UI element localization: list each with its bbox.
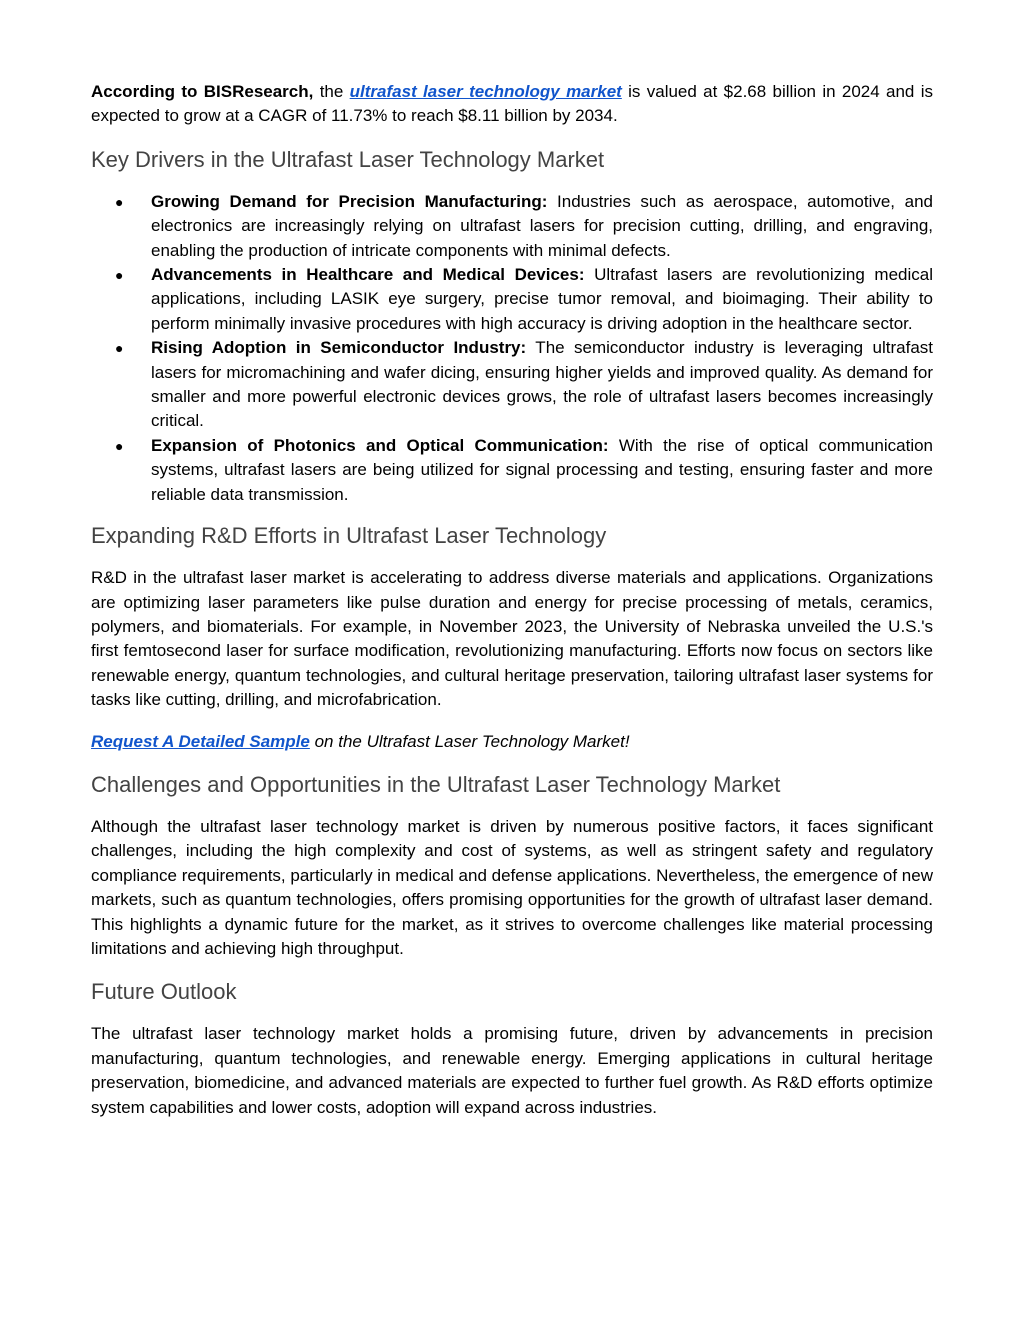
list-item	[91, 190, 933, 263]
bullet-icon: ●	[115, 193, 124, 210]
list-item	[91, 336, 933, 434]
outlook-paragraph: The ultrafast laser technology market holds a promising future, driven by advancements in precision manufacturing, quantum technologies, and renewable energy. Emerging applications in cultural heritage preservation, biomedicine, and advanced materials are expected to further fuel growth. As R&D efforts optimize system capabilities and lower costs, adoption will expand across industries.	[91, 1024, 933, 1117]
outlook-heading: Future Outlook	[91, 979, 237, 1005]
market-report-link[interactable]: ultrafast laser technology market	[349, 82, 622, 101]
rnd-heading: Expanding R&D Efforts in Ultrafast Laser Technology	[91, 523, 607, 549]
list-item-title: Expansion of Photonics and Optical Communication:	[151, 435, 609, 455]
list-item-text: Industries such as aerospace, automotive, and electronics are increasingly relying on ultrafast lasers for precision cutting, drilling, and engraving, enabling the production of intricate components with minimal defects.	[151, 191, 933, 260]
drivers-list	[91, 190, 933, 507]
request-sample-link[interactable]: Request A Detailed Sample	[91, 731, 310, 751]
intro-lead: According to BISResearch,	[91, 82, 314, 101]
bullet-icon: ●	[115, 340, 124, 357]
intro-post-link: is valued at $2.68 billion in 2024 and is expected to grow at a CAGR of 11.73% to reach $8.11 billion by 2034.	[91, 82, 933, 126]
bullet-icon: ●	[115, 437, 124, 454]
list-item-text: With the rise of optical communication systems, ultrafast lasers are being utilized for signal processing and testing, ensuring faster and more reliable data transmission.	[151, 435, 934, 504]
list-item	[91, 434, 933, 507]
list-item-title: Rising Adoption in Semiconductor Industry:	[151, 338, 527, 358]
document-page	[91, 80, 933, 1137]
list-item-title: Growing Demand for Precision Manufacturing:	[151, 191, 548, 211]
challenges-heading: Challenges and Opportunities in the Ultrafast Laser Technology Market	[91, 771, 781, 797]
list-item	[91, 263, 933, 336]
list-item-text: Ultrafast lasers are revolutionizing medical applications, including LASIK eye surgery, precise tumor removal, and bioimaging. Their ability to perform minimally invasive procedures with high accuracy is driving adoption in the healthcare sector.	[151, 265, 933, 333]
list-item-text: The semiconductor industry is leveraging ultrafast lasers for micromachining and wafer dicing, ensuring higher yields and improved quality. As demand for smaller and more powerful electronic devices grows, the role of ultrafast lasers becomes increasingly critical.	[151, 338, 933, 431]
intro-pre-link: the	[313, 82, 350, 101]
rnd-paragraph: R&D in the ultrafast laser market is accelerating to address diverse materials and applications. Organizations are optimizing laser parameters like pulse duration and energy for precise processing of metals, ceramics, polymers, and biomaterials. For example, in November 2023, the University of Nebraska unveiled the U.S.'s first femtosecond laser for surface modification, revolutionizing manufacturing. Efforts now focus on sectors like renewable energy, quantum technologies, and cultural heritage preservation, tailoring ultrafast laser systems for tasks like cutting, drilling, and microfabrication.	[91, 568, 933, 710]
sample-request-text: on the Ultrafast Laser Technology Market!	[309, 731, 630, 751]
challenges-paragraph: Although the ultrafast laser technology market is driven by numerous positive factors, it faces significant challenges, including the high complexity and cost of systems, as well as stringent safety and regulatory compliance requirements, particularly in medical and defense applications. Nevertheless, the emergence of new markets, such as quantum technologies, offers promising opportunities for the growth of ultrafast laser demand. This highlights a dynamic future for the market, as it strives to overcome challenges like material processing limitations and achieving high throughput.	[91, 816, 933, 958]
sample-request-line	[91, 730, 933, 754]
bullet-icon: ●	[115, 267, 124, 284]
list-item-title: Advancements in Healthcare and Medical Devices:	[151, 265, 585, 285]
intro-paragraph	[91, 80, 933, 129]
drivers-heading: Key Drivers in the Ultrafast Laser Technology Market	[91, 146, 605, 172]
